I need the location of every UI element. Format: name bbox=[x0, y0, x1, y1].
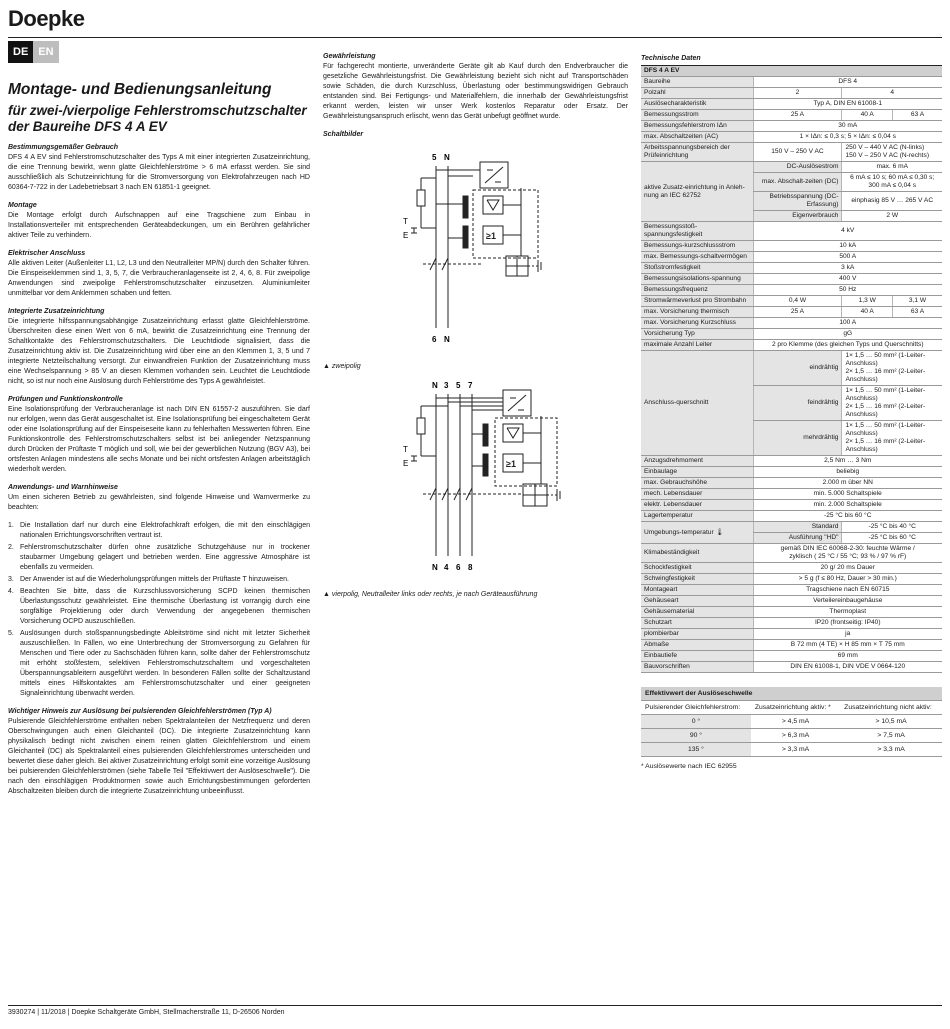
table-row: max. Abschalt-zeiten (DC) 6 mA ≤ 10 s; 60 mA ≤ 0,30 s; 300 mA ≤ 0,04 s bbox=[641, 173, 942, 192]
doc-subtitle bbox=[8, 103, 310, 135]
section-text: Alle aktiven Leiter (Außenleiter L1, L2, L3 und den Neutralleiter MP/N) durch den Schalter führen. Die Einspeiseklemmen sind 1, 3, 5, 7, die Verbraucheranlagenseite ist 2, 4, 6, 8. Für zweipolige Anwendungen sind zweipolige Fehlerstromschutzschalter einzusetzen. Aluminiumleiter unmittelbar vor dem Anklemmen schaben und fetten. bbox=[8, 260, 310, 297]
tech-data-table bbox=[641, 66, 942, 673]
terminal-label: 8 bbox=[468, 563, 473, 572]
table-row: Auslösecharakteristik Typ A, DIN EN 61008-1 bbox=[641, 99, 942, 110]
section-heading: Anwendungs- und Warnhinweise bbox=[8, 484, 118, 491]
table-row: max. Abschaltzeiten (AC) 1 × IΔn: ≤ 0,3 s; 5 × IΔn: ≤ 0,04 s bbox=[641, 132, 942, 143]
column-middle bbox=[323, 52, 628, 604]
section-text: DFS 4 A EV sind Fehlerstromschutzschalter des Typs A mit einer integrierten Zusatzeinrichtung, die eine Trennung bewirkt, wenn glatte Gleichfehlerströme > 6 mA erfasst werden. Sie sind ausschließlich als Schutzeinrichtung für die Stromversorgung von Elektrofahrzeugen nach HD 60364-7-722 in der Ladebetriebsart 3 nach EN 61851-1 geeignet. bbox=[8, 154, 310, 191]
section-warnings bbox=[8, 483, 310, 513]
triangle-icon: ▲ bbox=[323, 363, 330, 370]
section-heading: Montage bbox=[8, 202, 37, 209]
terminal-label: N bbox=[432, 381, 438, 390]
terminal-label: 5 bbox=[456, 381, 461, 390]
terminal-label: N bbox=[444, 153, 450, 162]
footer-text: 3930274 | 11/2018 | Doepke Schaltgeräte GmbH, Stellmacherstraße 11, D-26506 Norden bbox=[8, 1009, 285, 1016]
table-row: Montageart Tragschiene nach EN 60715 bbox=[641, 585, 942, 596]
column-right bbox=[641, 53, 942, 770]
trip-threshold-table bbox=[641, 687, 942, 757]
table-row: Anschluss-querschnitt eindrähtig 1× 1,5 … 50 mm² (1-Leiter-Anschluss) 2× 1,5 … 16 mm² (2-Leiter-Anschluss) bbox=[641, 351, 942, 386]
terminal-label: 6 bbox=[432, 335, 437, 344]
section-text: Die integrierte hilfsspannungsabhängige Zusatzeinrichtung erfasst glatte Gleichfehlerströme. Überschreiten diese einen Wert von 6 mA, bewirkt die Zusatzeinrichtung eine Trennung der Schaltkontakte des Fehlerstromschutzschalters. Die Leuchtdiode signalisiert, dass die Zusatzeinrichtung aktiv ist. Die Zusatzeinrichtung wird über eine an den Klemmen 1, 3, 5 und 7 integrierte Netzteilschaltung versorgt. Zur einwandfreien Funktion der Zusatzeinrichtung muss eine Wechselspannung > 85 V an diesen Klemmen vorhanden sein. Leuchtet die Leuchtdiode nicht, so ist nur noch eine Auslösung durch Fehlerströme des Typs A gewährleistet. bbox=[8, 318, 310, 385]
table-row: Bemessungs-kurzschlussstrom 10 kA bbox=[641, 241, 942, 252]
terminal-label: 5 bbox=[432, 153, 437, 162]
section-heading: Gewährleistung bbox=[323, 53, 376, 60]
triangle-icon: ▲ bbox=[323, 591, 330, 598]
section-warranty bbox=[323, 52, 628, 122]
table-row: max. Bemessungs-schaltvermögen 500 A bbox=[641, 252, 942, 263]
terminal-label: 4 bbox=[444, 563, 449, 572]
brand-logo: Doepke bbox=[8, 6, 85, 31]
table-row: Stoßstromfestigkeit 3 kA bbox=[641, 263, 942, 274]
table-row: Bemessungsstoß-spannungsfestigkeit 4 kV bbox=[641, 222, 942, 241]
thermometer-icon: 🌡 bbox=[715, 528, 724, 536]
figure-caption-4pole: ▲ vierpolig, Neutralleiter links oder rechts, je nach Geräteausführung bbox=[323, 591, 538, 598]
svg-text:≥1: ≥1 bbox=[486, 231, 496, 241]
table-row: max. Vorsicherung Kurzschluss 100 A bbox=[641, 318, 942, 329]
lang-de[interactable]: DE bbox=[8, 41, 33, 63]
table-row: maximale Anzahl Leiter 2 pro Klemme (des gleichen Typs und Querschnitts) bbox=[641, 340, 942, 351]
test-label: T bbox=[403, 445, 408, 454]
section-heading: Bestimmungsgemäßer Gebrauch bbox=[8, 144, 119, 151]
list-item: 4. Beachten Sie bitte, dass die Kurzschlussvorsicherung SCPD keinen thermischen Überlastungsschutz gewährleistet. Eine thermische Überlastung ist vorrangig durch eine sorgfältige Projektierung oder durch Verwendung der angegebenen thermischen Vorsicherung OCPD auszuschließen. bbox=[8, 588, 310, 625]
table-row: 135 ° > 3,3 mA > 3,3 mA bbox=[641, 743, 942, 757]
table-row: Einbautiefe 69 mm bbox=[641, 651, 942, 662]
list-item: 3. Der Anwender ist auf die Wiederholungsprüfungen mittels der Prüftaste T hinzuweisen. bbox=[8, 576, 290, 583]
table-row: DFS 4 A EV bbox=[641, 66, 942, 77]
table-row: Schutzart IP20 (frontseitig: IP40) bbox=[641, 618, 942, 629]
section-text: Pulsierende Gleichfehlerströme enthalten neben Spektralanteilen der Netzfrequenz und deren Oberschwingungen auch einen Gleichanteil (DC). Die integrierte Zusatzeinrichtung kann physikalisch bedingt nicht zwischen einem reinen glatten Gleichfehlerstrom und einem Gleichanteil (DC) als Spektralanteil eines pulsierenden Gleichfehlerstromes unterscheiden und bewertet diese daher gleich. Bei aktiver Zusatzeinrichtung erfolgt somit eine vorzeitige Auslösung bei pulsierenden Gleichfehlerströmen (siehe Tabelle Teil "Effektivwert der Auslöseschwelle"). Die nach den einschlägigen Produktnormen sowie auch Errichtungsbestimmungen geforderten Abschaltzeiten bleiben durch die integrierte Zusatzeinrichtung unbeeinflusst. bbox=[8, 718, 310, 795]
section-heading: Prüfungen und Funktionskontrolle bbox=[8, 396, 123, 403]
section-heading: Elektrischer Anschluss bbox=[8, 250, 86, 257]
table-row: Bemessungsfehlerstrom IΔn 30 mA bbox=[641, 121, 942, 132]
terminal-label: N bbox=[432, 563, 438, 572]
table-row: Pulsierender Gleichfehlerstrom: Zusatzeinrichtung aktiv: * Zusatzeinrichtung nicht aktiv: bbox=[641, 701, 942, 715]
table-row: Vorsicherung Typ gG bbox=[641, 329, 942, 340]
table-row: plombierbar ja bbox=[641, 629, 942, 640]
table-row: Abmaße B 72 mm (4 TE) × H 85 mm × T 75 mm bbox=[641, 640, 942, 651]
terminal-label: 7 bbox=[468, 381, 473, 390]
table-row: Einbaulage beliebig bbox=[641, 467, 942, 478]
tech-data-title: Technische Daten bbox=[641, 53, 942, 66]
table-row: Schwingfestigkeit > 5 g (f ≤ 80 Hz, Dauer > 30 min.) bbox=[641, 574, 942, 585]
section-heading: Wichtiger Hinweis zur Auslösung bei pulsierenden Gleichfehlerströmen (Typ A) bbox=[8, 708, 272, 715]
doc-subtitle-line2: der Baureihe DFS 4 A EV bbox=[8, 119, 167, 134]
terminal-label: N bbox=[444, 335, 450, 344]
table-row: 0 ° > 4,5 mA > 10,5 mA bbox=[641, 715, 942, 729]
section-important bbox=[8, 707, 310, 797]
section-diagrams bbox=[323, 130, 628, 140]
table-row: Baureihe DFS 4 bbox=[641, 77, 942, 88]
table-row: Bemessungsfrequenz 50 Hz bbox=[641, 285, 942, 296]
table-row: Gehäuseart Verteilereinbaugehäuse bbox=[641, 596, 942, 607]
e-label: E bbox=[403, 231, 409, 240]
table-row: mech. Lebensdauer min. 5.000 Schaltspiele bbox=[641, 489, 942, 500]
bottom-rule bbox=[8, 1005, 942, 1006]
table-row: Gehäusematerial Thermoplast bbox=[641, 607, 942, 618]
table-row: aktive Zusatz-einrichtung in Anleh-nung an IEC 62752 DC-Auslösestrom max. 6 mA bbox=[641, 162, 942, 173]
circuit-diagram-4pole bbox=[323, 376, 628, 586]
table-row: Arbeitsspannungsbereich der Prüfeinrichtung 150 V – 250 V AC 250 V – 440 V AC (N-links) 150 V – 250 V AC (N-rechts) bbox=[641, 143, 942, 162]
test-label: T bbox=[403, 217, 408, 226]
circuit-diagram-2pole bbox=[323, 148, 628, 358]
table-row: Eigenverbrauch 2 W bbox=[641, 211, 942, 222]
section-text: Um einen sicheren Betrieb zu gewährleisten, sind folgende Hinweise und Warnvermerke zu beachten: bbox=[8, 494, 310, 511]
e-label: E bbox=[403, 459, 409, 468]
footnote: * Auslösewerte nach IEC 62955 bbox=[641, 763, 737, 770]
warning-list bbox=[8, 521, 310, 699]
table-row: Bauvorschriften DIN EN 61008-1, DIN VDE V 0664-120 bbox=[641, 662, 942, 673]
language-switch bbox=[8, 41, 59, 63]
section-text: Die Montage erfolgt durch Aufschnappen auf eine Tragschiene zum Einbau in Installationsverteiler mit entsprechenden Geräteabdeckungen, um ein Berühren gefährlicher aktiver Teile zu verhindern. bbox=[8, 212, 310, 239]
section-mount bbox=[8, 201, 310, 241]
table-row: elektr. Lebensdauer min. 2.000 Schaltspiele bbox=[641, 500, 942, 511]
figure-caption-2pole: ▲ zweipolig bbox=[323, 363, 361, 370]
section-connection bbox=[8, 249, 310, 299]
section-heading: Integrierte Zusatzeinrichtung bbox=[8, 308, 105, 315]
table-row: Anzugsdrehmoment 2,5 Nm … 3 Nm bbox=[641, 456, 942, 467]
table-row: mehrdrähtig 1× 1,5 … 50 mm² (1-Leiter-Anschluss) 2× 1,5 … 16 mm² (2-Leiter-Anschluss) bbox=[641, 421, 942, 456]
table-row: Polzahl 2 4 bbox=[641, 88, 942, 99]
top-rule bbox=[8, 37, 942, 38]
list-item: 2. Fehlerstromschutzschalter dürfen ohne zusätzliche Schutzgehäuse nur in trockener staubarmer Umgebung gelagert und betrieben werden. Eine aggressive Atmosphäre ist ebenfalls zu vermeiden. bbox=[8, 544, 310, 571]
section-test bbox=[8, 395, 310, 475]
section-text: Für fachgerecht montierte, unveränderte Geräte gilt ab Kauf durch den Endverbraucher die gesetzliche Gewährleistungsfrist. Die Gewährleistung bezieht sich nicht auf Transportschäden sowie Schäden, die durch Kurzschluss, Überlastung oder bestimmungswidrigen Gebrauch entstanden sind. Bei Fertigungs- und Materialfehlern, die innerhalb der Gewährleistungsfrist erkannt werden, leisten wir unser Werk kostenlos Reparatur oder Ersatz. Der Gewährleistungsanspruch erlischt, wenn das Gerät unbefugt geöffnet wurde. bbox=[323, 63, 628, 120]
section-use bbox=[8, 143, 310, 193]
table-row: feindrähtig 1× 1,5 … 50 mm² (1-Leiter-Anschluss) 2× 1,5 … 16 mm² (2-Leiter-Anschluss) bbox=[641, 386, 942, 421]
column-left bbox=[8, 80, 310, 805]
table-row: Effektivwert der Auslöseschwelle bbox=[641, 687, 942, 701]
svg-text:≥1: ≥1 bbox=[506, 459, 516, 469]
doc-title: Montage- und Bedienungsanleitung bbox=[8, 81, 272, 98]
section-text: Eine Isolationsprüfung der Verbraucheranlage ist nach DIN EN 61557-2 auszuführen. Sie darf nur erfolgen, wenn das Gerät ausgeschaltet ist. Eine Isolationsprüfung bei eingeschaltetem Gerät oder eine Isolationsprüfung auf der Einspeiseseite kann zu fehlerhaften Messwerten führen. Eine Funktionskontrolle des Fehlerstromschutzschalters selbst ist bei anliegender Netzspannung durch Drücken der Prüftaste T möglich und soll, wie bei der gewerblichen Nutzung (BGV A3), bei ortsfesten Anlagen mindestens alle sechs Monate und bei nicht ortsfesten Anlagen arbeitstäglich wiederholt werden. bbox=[8, 406, 310, 473]
section-aux bbox=[8, 307, 310, 387]
table-row: Schockfestigkeit 20 g/ 20 ms Dauer bbox=[641, 563, 942, 574]
terminal-label: 6 bbox=[456, 563, 461, 572]
list-item: 1. Die Installation darf nur durch eine Elektrofachkraft erfolgen, die mit den einschlägigen nationalen Errichtungsvorschriften vertraut ist. bbox=[8, 522, 310, 539]
table-row: max. Gebrauchshöhe 2.000 m über NN bbox=[641, 478, 942, 489]
table-row: Ausführung "HD" -25 °C bis 60 °C bbox=[641, 533, 942, 544]
section-heading: Schaltbilder bbox=[323, 131, 364, 138]
lang-en[interactable]: EN bbox=[33, 41, 58, 63]
table-row: max. Vorsicherung thermisch 25 A 40 A 63 A bbox=[641, 307, 942, 318]
table-row: Bemessungsisolations-spannung 400 V bbox=[641, 274, 942, 285]
table-row: Stromwärmeverlust pro Strombahn 0,4 W 1,3 W 3,1 W bbox=[641, 296, 942, 307]
table-row: 90 ° > 6,3 mA > 7,5 mA bbox=[641, 729, 942, 743]
list-item: 5. Auslösungen durch stoßspannungsbedingte Ableitströme sind nicht mit letzter Sicherheit auszuschließen. In Fällen, wo eine Unterbrechung der Stromversorgung zu Gefahren für Menschen und Tiere oder zu Sachschäden führen kann, sollte daher der Fehlerstromschutz mit erhöht stoßfestem, selektiven Fehlerstromschutzschaltern und vorgeschalteten Überspannungsableitern ausgeführt werden. In besonderen Fällen sollte der Schaltzustand mittels eines Hilfskontaktes am Fehlerstromschutzschalter und einer geeigneten Signaleinrichtung überwacht werden. bbox=[8, 630, 310, 697]
table-row: Betriebsspannung (DC-Erfassung) einphasig 85 V … 265 V AC bbox=[641, 192, 942, 211]
table-row: Lagertemperatur -25 °C bis 60 °C bbox=[641, 511, 942, 522]
table-row: Klimabeständigkeit gemäß DIN IEC 60068-2-30: feuchte Wärme / zyklisch ( 25 °C / 55 °C; 93 % / 97 % rF) bbox=[641, 544, 942, 563]
terminal-label: 3 bbox=[444, 381, 449, 390]
table-row: Umgebungs-temperatur 🌡 Standard -25 °C bis 40 °C bbox=[641, 522, 942, 533]
table-row: Bemessungsstrom 25 A 40 A 63 A bbox=[641, 110, 942, 121]
doc-subtitle-line1: für zwei-/vierpolige Fehlerstromschutzschalter bbox=[8, 103, 307, 118]
